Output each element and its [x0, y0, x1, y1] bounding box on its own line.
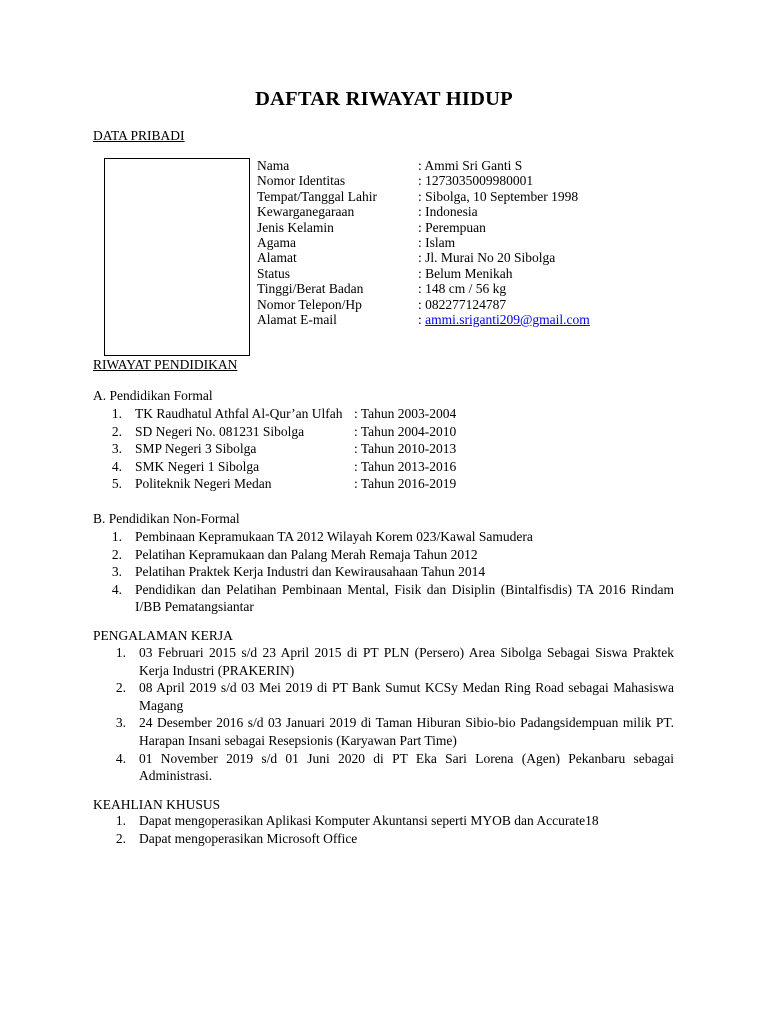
- list-item: [104, 423, 456, 441]
- list-item-text: Pembinaan Kepramukaan TA 2012 Wilayah Korem 023/Kawal Samudera: [135, 529, 533, 544]
- list-item: [108, 750, 674, 785]
- list-item: [104, 440, 456, 458]
- list-item-text: 24 Desember 2016 s/d 03 Januari 2019 di Taman Hiburan Sibio-bio Padangsidempuan milik PT. Harapan Insani sebagai Resepsionis (Karyawan Part Time): [139, 715, 674, 748]
- school-name: TK Raudhatul Athfal Al-Qur’an Ulfah: [135, 406, 343, 421]
- list-item-text: 03 Februari 2015 s/d 23 April 2015 di PT PLN (Persero) Area Sibolga Sebagai Siswa Praktek Kerja Industri (PRAKERIN): [139, 645, 674, 678]
- section-heading-riwayat-pendidikan: RIWAYAT PENDIDIKAN: [93, 357, 238, 372]
- school-year: : Tahun 2003-2004: [354, 406, 457, 421]
- list-number: 5.: [111, 476, 122, 492]
- list-number: 3.: [111, 441, 122, 457]
- list-number: 4.: [115, 750, 126, 766]
- list-item: [108, 830, 674, 848]
- list-item-text: 08 April 2019 s/d 03 Mei 2019 di PT Bank Sumut KCSy Medan Ring Road sebagai Mahasiswa Magang: [139, 680, 674, 713]
- school-year: : Tahun 2016-2019: [354, 476, 457, 492]
- formal-education-list: [104, 405, 456, 493]
- school-name: SMK Negeri 1 Sibolga: [135, 458, 260, 474]
- page-title: DAFTAR RIWAYAT HIDUP: [255, 88, 513, 110]
- section-heading-data-pribadi: DATA PRIBADI: [93, 128, 185, 143]
- list-number: 1.: [111, 406, 122, 421]
- list-item: [104, 458, 456, 476]
- section-heading-pengalaman-kerja: PENGALAMAN KERJA: [93, 628, 233, 643]
- field-label-kewarganegaraan: Kewarganegaraan: [257, 204, 355, 220]
- list-number: 1.: [115, 645, 126, 660]
- field-value-kewarganegaraan: : Indonesia: [418, 204, 478, 220]
- list-item: [108, 812, 674, 830]
- field-label-agama: Agama: [257, 235, 296, 251]
- list-item: [104, 563, 674, 581]
- email-prefix: :: [418, 312, 426, 328]
- field-value-jenis-kelamin: : Perempuan: [418, 219, 486, 235]
- list-item: [104, 405, 456, 423]
- field-label-tempat-tanggal-lahir: Tempat/Tanggal Lahir: [257, 188, 377, 204]
- field-value-email-row: [418, 312, 590, 327]
- field-value-nama: : Ammi Sri Ganti S: [418, 158, 523, 173]
- non-formal-education-list: [104, 528, 674, 616]
- field-label-tinggi-berat: Tinggi/Berat Badan: [257, 281, 364, 297]
- list-item: [104, 475, 456, 493]
- skills-list: [108, 812, 674, 847]
- section-heading-keahlian-khusus: KEAHLIAN KHUSUS: [93, 797, 221, 812]
- field-value-telepon: : 082277124787: [418, 296, 507, 312]
- list-item: [104, 581, 674, 616]
- list-item-text: Dapat mengoperasikan Aplikasi Komputer Akuntansi seperti MYOB dan Accurate18: [139, 813, 599, 828]
- list-number: 4.: [111, 581, 122, 597]
- list-item-text: Pelatihan Praktek Kerja Industri dan Kewirausahaan Tahun 2014: [135, 564, 486, 580]
- field-label-status: Status: [257, 265, 291, 281]
- field-label-email: Alamat E-mail: [257, 312, 337, 328]
- list-number: 1.: [111, 529, 122, 544]
- personal-data-labels: [257, 158, 377, 327]
- school-year: : Tahun 2004-2010: [354, 423, 457, 439]
- field-value-status: : Belum Menikah: [418, 265, 513, 281]
- list-number: 2.: [111, 546, 122, 562]
- list-item-text: Pendidikan dan Pelatihan Pembinaan Mental, Fisik dan Disiplin (Bintalfisdis) TA 2016 Rindam I/BB Pematangsiantar: [135, 581, 674, 615]
- list-number: 2.: [115, 830, 126, 846]
- list-number: 1.: [115, 813, 126, 828]
- list-number: 2.: [111, 423, 122, 439]
- email-link[interactable]: ammi.sriganti209@gmail.com: [425, 312, 590, 328]
- field-value-alamat: : Jl. Murai No 20 Sibolga: [418, 250, 556, 266]
- list-number: 3.: [115, 715, 126, 731]
- school-name: Politeknik Negeri Medan: [135, 476, 272, 492]
- subheading-pendidikan-formal: A. Pendidikan Formal: [93, 388, 213, 403]
- list-number: 3.: [111, 564, 122, 580]
- personal-data-values: [418, 158, 590, 327]
- field-value-agama: : Islam: [418, 235, 456, 251]
- field-label-nomor-identitas: Nomor Identitas: [257, 173, 346, 189]
- list-number: 2.: [115, 680, 126, 696]
- field-label-alamat: Alamat: [257, 250, 297, 266]
- list-item: [104, 546, 674, 564]
- photo-frame: [104, 158, 250, 356]
- school-name: SD Negeri No. 081231 Sibolga: [135, 423, 305, 439]
- field-value-tinggi-berat: : 148 cm / 56 kg: [418, 281, 507, 297]
- school-year: : Tahun 2013-2016: [354, 458, 457, 474]
- field-value-nomor-identitas: : 1273035009980001: [418, 173, 534, 189]
- list-item-text: Dapat mengoperasikan Microsoft Office: [139, 830, 358, 846]
- list-number: 4.: [111, 458, 122, 474]
- school-year: : Tahun 2010-2013: [354, 441, 457, 457]
- field-label-telepon: Nomor Telepon/Hp: [257, 296, 362, 312]
- school-name: SMP Negeri 3 Sibolga: [135, 441, 257, 457]
- list-item: [104, 528, 674, 546]
- list-item-text: 01 November 2019 s/d 01 Juni 2020 di PT Eka Sari Lorena (Agen) Pekanbaru sebagai Administrasi.: [139, 750, 674, 784]
- field-value-tempat-tanggal-lahir: : Sibolga, 10 September 1998: [418, 188, 579, 204]
- field-label-jenis-kelamin: Jenis Kelamin: [257, 219, 334, 235]
- field-label-nama: Nama: [257, 158, 290, 173]
- work-experience-list: [108, 644, 674, 785]
- list-item: [108, 714, 674, 749]
- list-item-text: Pelatihan Kepramukaan dan Palang Merah Remaja Tahun 2012: [135, 546, 478, 562]
- list-item: [108, 644, 674, 679]
- subheading-pendidikan-non-formal: B. Pendidikan Non-Formal: [93, 511, 240, 526]
- list-item: [108, 679, 674, 714]
